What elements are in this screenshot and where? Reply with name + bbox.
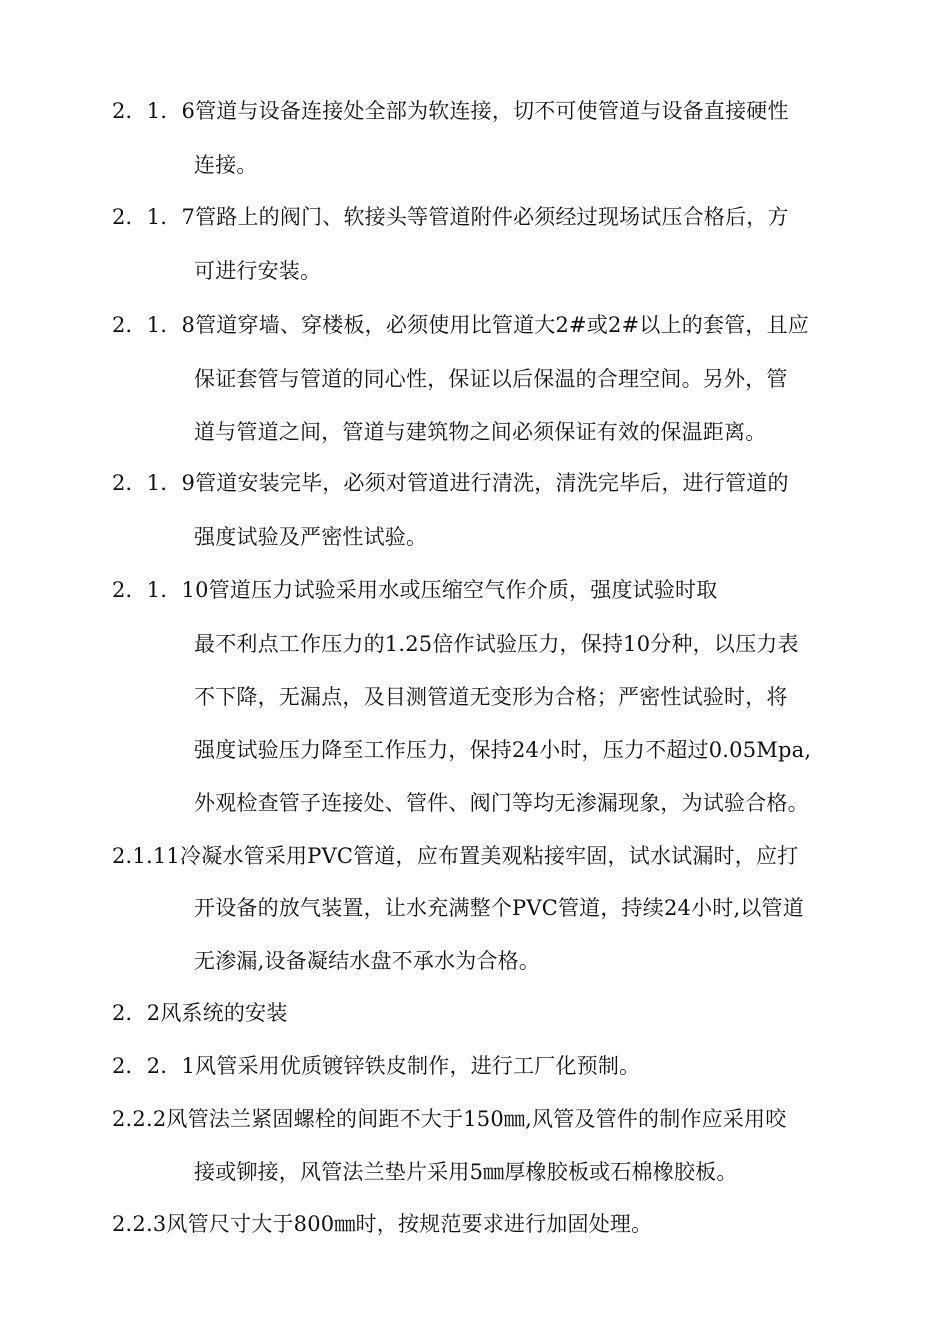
text-line-2-1-7-cont: 可进行安装。 [194,259,322,283]
text-line-2-1-9-cont: 强度试验及严密性试验。 [194,525,428,549]
text-line-2-2-2-cont: 接或铆接，风管法兰垫片采用5㎜厚橡胶板或石棉橡胶板。 [194,1160,738,1184]
text-line-2-1-11-cont-1: 开设备的放气装置，让水充满整个PVC管道，持续24小时,以管道 [194,896,804,920]
text-line-2-1-8-cont-1: 保证套管与管道的同心性，保证以后保温的合理空间。另外，管 [194,367,788,391]
text-line-2-1-10-cont-4: 外观检查管子连接处、管件、阀门等均无渗漏现象，为试验合格。 [194,791,809,815]
text-line-2-1-10-cont-1: 最不利点工作压力的1.25倍作试验压力，保持10分种，以压力表 [194,632,799,656]
text-line-2-1-10-cont-3: 强度试验压力降至工作压力，保持24小时，压力不超过0.05Mpa, [194,738,812,762]
text-line-2-2-2: 2.2.2风管法兰紧固螺栓的间距不大于150㎜,风管及管件的制作应采用咬 [112,1107,787,1131]
text-line-2-2-3: 2.2.3风管尺寸大于800㎜时，按规范要求进行加固处理。 [112,1212,653,1236]
text-line-2-1-6: 2．1．6管道与设备连接处全部为软连接，切不可使管道与设备直接硬性 [112,99,789,123]
text-line-2-1-8-cont-2: 道与管道之间，管道与建筑物之间必须保证有效的保温距离。 [194,420,767,444]
text-line-2-1-7: 2．1．7管路上的阀门、软接头等管道附件必须经过现场试压合格后，方 [112,205,789,229]
text-line-2-1-10: 2．1．10管道压力试验采用水或压缩空气作介质，强度试验时取 [112,578,718,602]
section-heading-2-2: 2．2风系统的安装 [112,1001,288,1025]
text-line-2-1-10-cont-2: 不下降，无漏点，及目测管道无变形为合格；严密性试验时，将 [194,685,788,709]
text-line-2-1-9: 2．1．9管道安装完毕，必须对管道进行清洗，清洗完毕后，进行管道的 [112,471,789,495]
text-line-2-1-6-cont: 连接。 [194,153,258,177]
text-line-2-1-11-cont-2: 无渗漏,设备凝结水盘不承水为合格。 [194,949,541,973]
text-line-2-1-11: 2.1.11冷凝水管采用PVC管道，应布置美观粘接牢固，试水试漏时，应打 [112,844,799,868]
text-line-2-2-1: 2．2．1风管采用优质镀锌铁皮制作，进行工厂化预制。 [112,1054,641,1078]
text-line-2-1-8: 2．1．8管道穿墙、穿楼板，必须使用比管道大2#或2#以上的套管，且应 [112,313,809,337]
